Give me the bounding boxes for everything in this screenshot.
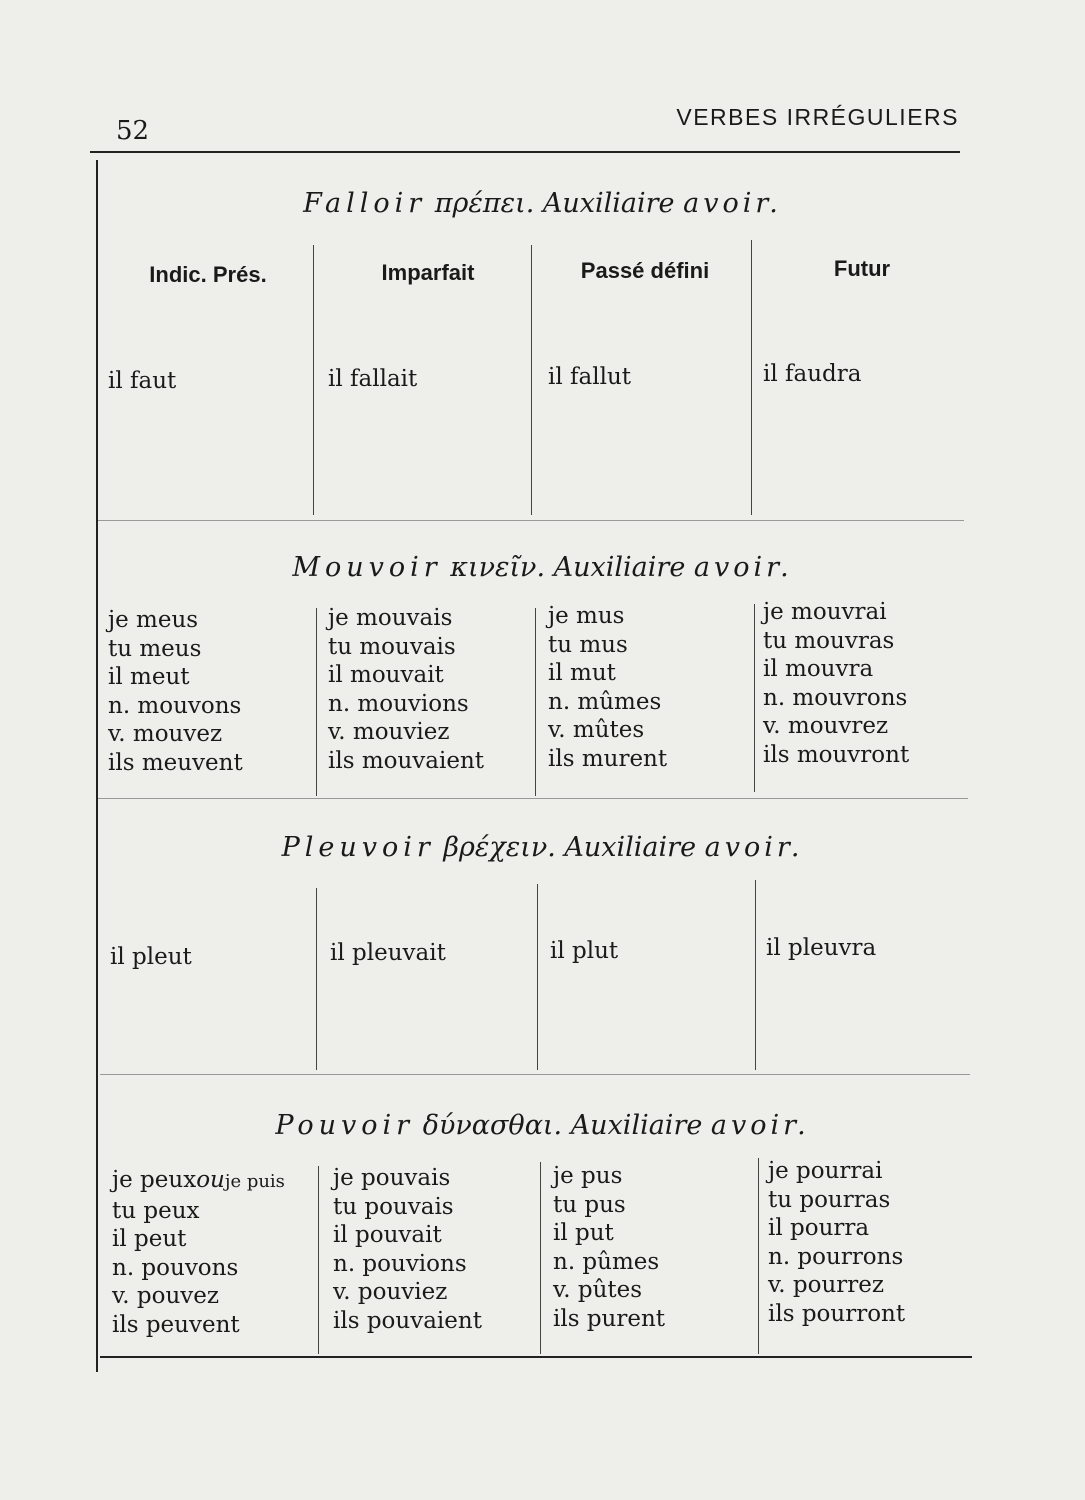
conjugation-line: tu pus: [553, 1191, 626, 1218]
conjugation-line: ils mouvront: [763, 741, 910, 768]
conjugation-line: je mouvais: [328, 605, 453, 631]
conjugation-line: il mouvra: [763, 656, 874, 682]
conjugation-line-first: [112, 1166, 285, 1197]
conjugation-line: ils purent: [553, 1305, 666, 1332]
greek-translation: πρέπει.: [434, 188, 535, 219]
conjugation-line: je meus: [108, 607, 199, 633]
conjugation-line: je pouvais: [333, 1165, 451, 1191]
aux-label: Auxiliaire: [553, 552, 686, 583]
conjugation-line: v. mouviez: [328, 719, 450, 745]
column-rule: [540, 1162, 541, 1354]
running-head: VERBES IRRÉGULIERS: [676, 104, 959, 130]
conjugation-line: il put: [553, 1220, 614, 1246]
conjugation-line: il mut: [548, 660, 616, 686]
column-rule: [318, 1166, 319, 1354]
aux-label: Auxiliaire: [570, 1110, 703, 1141]
column-rule: [531, 245, 532, 515]
pouvoir-present-column: [112, 1166, 285, 1339]
column-rule: [754, 604, 755, 792]
conjunction: ou: [196, 1167, 225, 1193]
conjugation-line: il pourra: [768, 1215, 870, 1241]
conjugation-line: ils murent: [548, 745, 668, 772]
conjugation-line: tu meus: [108, 635, 202, 662]
column-rule: [758, 1158, 759, 1354]
conjugation-line: n. pouvions: [333, 1250, 467, 1277]
conjugation-line: n. pourrons: [768, 1243, 904, 1270]
conjugation-line: ils pouvaient: [333, 1307, 482, 1334]
greek-translation: βρέχειν.: [443, 832, 556, 863]
mouvoir-present-column: [108, 606, 243, 777]
conjugation-line: ils mouvaient: [328, 747, 485, 774]
column-header-indic-pres: Indic. Prés.: [149, 262, 267, 287]
section-title-mouvoir: [0, 552, 1085, 583]
conjugation-line: il meut: [108, 664, 190, 690]
conjugation-line: je mus: [548, 603, 625, 629]
falloir-passe-defini: il fallut: [548, 364, 632, 390]
aux-label: Auxiliaire: [542, 188, 675, 219]
conjugation-line: il peut: [112, 1226, 187, 1252]
conjugation-line: n. mouvrons: [763, 684, 908, 711]
conjugation-line: n. pûmes: [553, 1248, 660, 1275]
column-header-imparfait: Imparfait: [381, 260, 475, 285]
greek-translation: κινεῖν.: [450, 552, 546, 583]
conjugation-line: v. pûtes: [553, 1277, 643, 1303]
section-title-pouvoir: [0, 1110, 1085, 1141]
pouvoir-imparfait-column: [333, 1164, 482, 1335]
frame-bottom-rule: [100, 1356, 972, 1358]
conjugation-line: je pus: [553, 1163, 623, 1189]
conjugation-line: n. mouvons: [108, 692, 242, 719]
verb-name: Mouvoir: [292, 552, 442, 583]
pleuvoir-futur: il pleuvra: [766, 935, 877, 961]
conjugation-line: n. mouvions: [328, 690, 469, 717]
column-rule: [537, 884, 538, 1070]
conjugation-line: il pouvait: [333, 1222, 442, 1248]
conjugation-line: tu pouvais: [333, 1193, 454, 1220]
greek-translation: δύνασθαι.: [422, 1110, 563, 1141]
section-separator: [98, 798, 968, 799]
conjugation-line: tu mus: [548, 631, 628, 658]
section-separator: [98, 520, 964, 521]
conjugation-line: n. pouvons: [112, 1254, 239, 1281]
pleuvoir-present: il pleut: [110, 944, 192, 970]
column-rule: [316, 888, 317, 1070]
mouvoir-passe-defini-column: [548, 602, 667, 773]
conjugation-line: je pourrai: [768, 1158, 883, 1184]
conjugation-line: n. mûmes: [548, 688, 662, 715]
frame-top-rule: [90, 151, 960, 153]
conjugation-line: ils meuvent: [108, 749, 243, 776]
conjugation-line: v. mouvrez: [763, 713, 889, 739]
conjugation-line: v. mûtes: [548, 717, 645, 743]
mouvoir-futur-column: [763, 598, 909, 769]
aux-value: avoir.: [710, 1110, 810, 1141]
pleuvoir-imparfait: il pleuvait: [330, 940, 446, 966]
conjugation-line: je mouvrai: [763, 599, 887, 625]
pouvoir-passe-defini-column: [553, 1162, 665, 1333]
column-rule: [316, 608, 317, 796]
conjugation-line: tu pourras: [768, 1186, 891, 1213]
pleuvoir-passe-defini: il plut: [550, 938, 619, 964]
conjugation-line: v. pouvez: [112, 1283, 219, 1309]
present-alt-form: je puis: [224, 1171, 285, 1192]
conjugation-line: ils pourront: [768, 1300, 906, 1327]
aux-label: Auxiliaire: [564, 832, 697, 863]
conjugation-line: v. pourrez: [768, 1272, 884, 1298]
section-title-pleuvoir: [0, 832, 1085, 863]
column-header-passe-defini: Passé défini: [580, 258, 710, 283]
section-title-falloir: [0, 188, 1085, 219]
aux-value: avoir.: [704, 832, 804, 863]
column-rule: [313, 245, 314, 515]
conjugation-line: tu peux: [112, 1197, 200, 1224]
column-rule: [535, 608, 536, 796]
falloir-present: il faut: [108, 368, 177, 394]
frame-left-rule: [96, 160, 98, 1372]
conjugation-line: tu mouvras: [763, 627, 895, 654]
conjugation-line: ils peuvent: [112, 1311, 240, 1338]
conjugation-line: tu mouvais: [328, 633, 456, 660]
aux-value: avoir.: [683, 188, 782, 219]
section-separator: [100, 1074, 970, 1075]
page-number: 52: [116, 116, 150, 146]
column-header-futur: Futur: [833, 256, 891, 281]
falloir-imparfait: il fallait: [328, 366, 418, 392]
column-rule: [755, 880, 756, 1070]
mouvoir-imparfait-column: [328, 604, 484, 775]
verb-name: Pleuvoir: [281, 832, 435, 863]
verb-name: Pouvoir: [275, 1110, 415, 1141]
verb-name: Falloir: [303, 188, 427, 219]
conjugation-line: v. pouviez: [333, 1279, 448, 1305]
present-main-form: je peux: [112, 1167, 197, 1193]
pouvoir-futur-column: [768, 1157, 905, 1328]
falloir-futur: il faudra: [763, 361, 862, 387]
aux-value: avoir.: [693, 552, 793, 583]
conjugation-line: v. mouvez: [108, 721, 223, 747]
column-rule: [751, 240, 752, 515]
conjugation-line: il mouvait: [328, 662, 444, 688]
